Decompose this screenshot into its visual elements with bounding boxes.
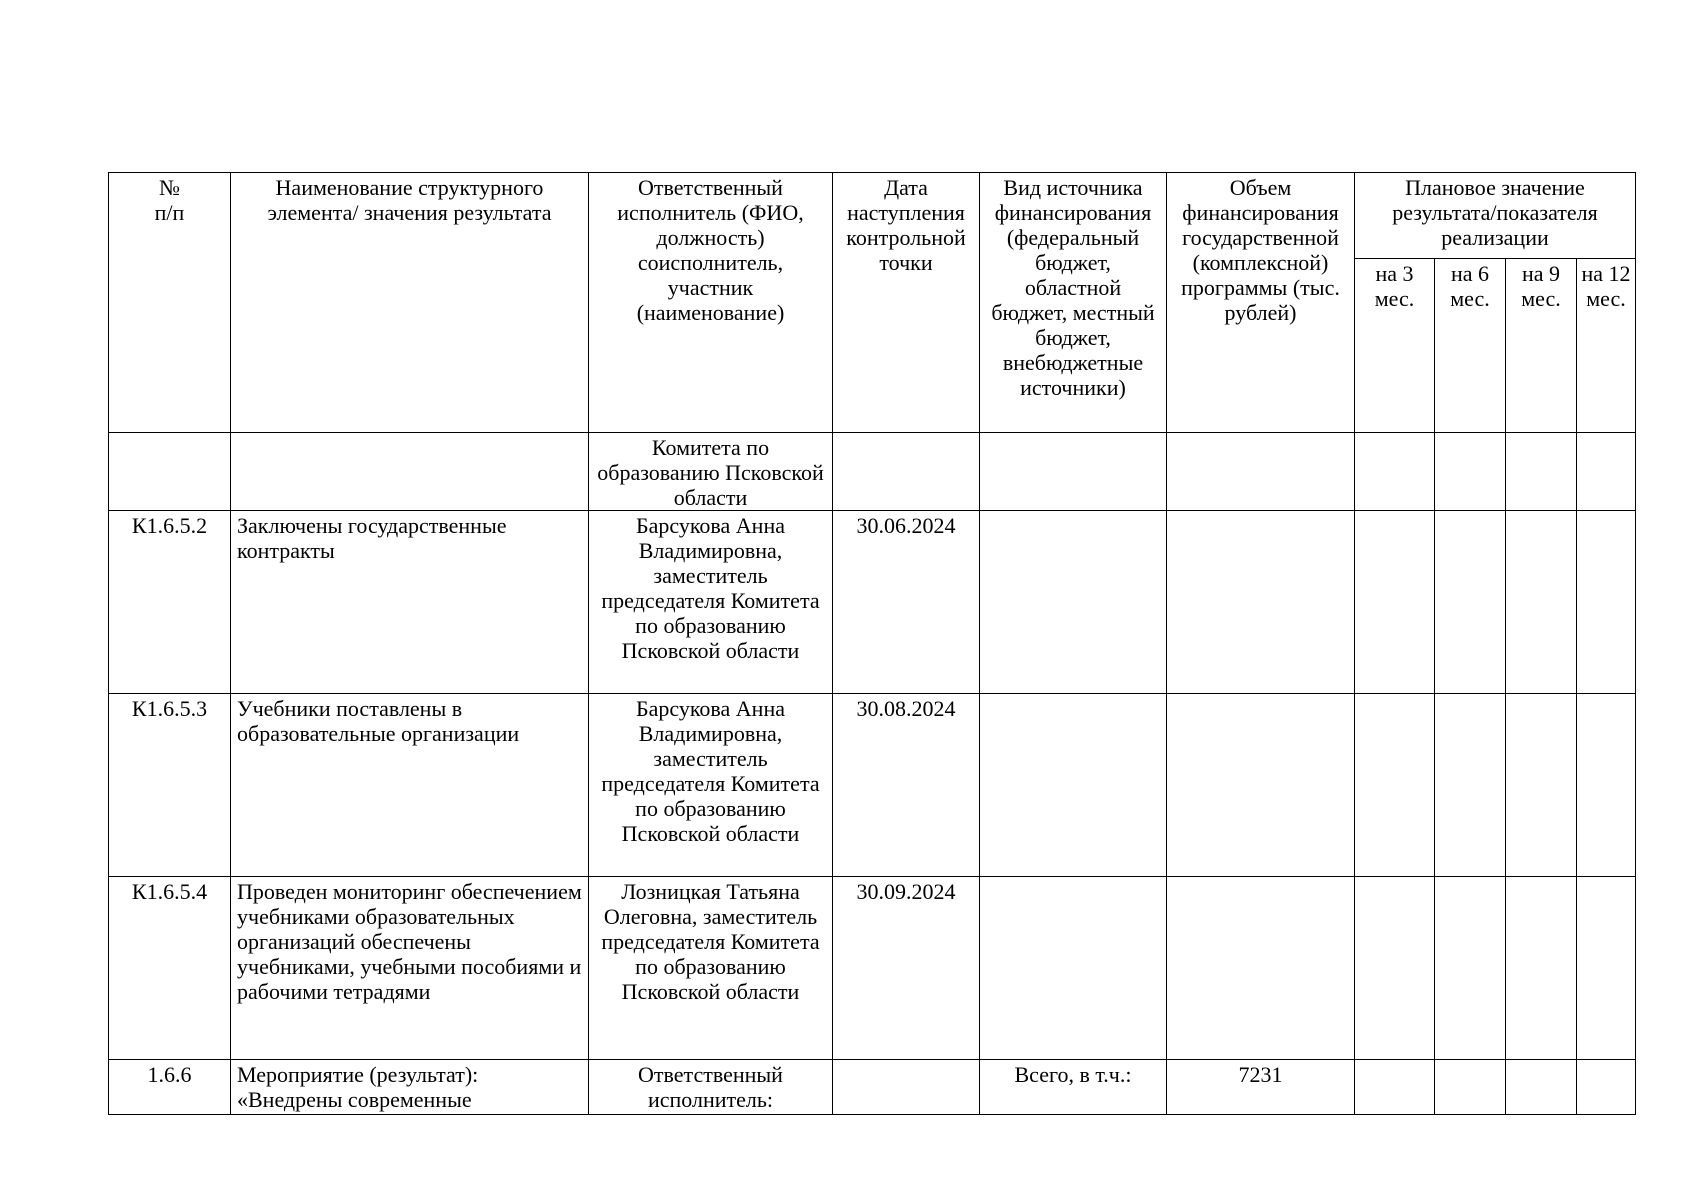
cell-source: Всего, в т.ч.: bbox=[980, 1060, 1167, 1115]
table-row bbox=[109, 511, 1636, 694]
cell-num: К1.6.5.2 bbox=[109, 511, 231, 694]
cell-12-months bbox=[1577, 511, 1636, 694]
cell-6-months bbox=[1435, 433, 1506, 511]
cell-date: 30.06.2024 bbox=[833, 511, 980, 694]
header-3-months: на 3 мес. bbox=[1355, 259, 1435, 433]
header-volume: Объем финансирования государственной (комплексной) программы (тыс. рублей) bbox=[1167, 173, 1355, 433]
header-date: Дата наступления контрольной точки bbox=[833, 173, 980, 433]
table-row bbox=[109, 1060, 1636, 1115]
cell-source bbox=[980, 694, 1167, 877]
header-6-months: на 6 мес. bbox=[1435, 259, 1506, 433]
cell-6-months bbox=[1435, 694, 1506, 877]
cell-date bbox=[833, 1060, 980, 1115]
header-num: № п/п bbox=[109, 173, 231, 433]
cell-volume bbox=[1167, 694, 1355, 877]
cell-6-months bbox=[1435, 877, 1506, 1060]
header-9-months: на 9 мес. bbox=[1506, 259, 1577, 433]
cell-name: Учебники поставлены в образовательные организации bbox=[231, 694, 589, 877]
header-responsible: Ответственный исполнитель (ФИО, должность) соисполнитель, участник (наименование) bbox=[589, 173, 833, 433]
cell-date: 30.08.2024 bbox=[833, 694, 980, 877]
header-planned: Плановое значение результата/показателя реализации bbox=[1355, 173, 1636, 259]
cell-source bbox=[980, 433, 1167, 511]
header-12-months: на 12 мес. bbox=[1577, 259, 1636, 433]
cell-9-months bbox=[1506, 433, 1577, 511]
cell-3-months bbox=[1355, 511, 1435, 694]
cell-source bbox=[980, 877, 1167, 1060]
cell-6-months bbox=[1435, 1060, 1506, 1115]
cell-volume bbox=[1167, 511, 1355, 694]
cell-9-months bbox=[1506, 877, 1577, 1060]
cell-date bbox=[833, 433, 980, 511]
cell-12-months bbox=[1577, 1060, 1636, 1115]
cell-3-months bbox=[1355, 694, 1435, 877]
cell-responsible: Ответственный исполнитель: bbox=[589, 1060, 833, 1115]
control-points-table bbox=[108, 172, 1636, 1115]
cell-volume: 7231 bbox=[1167, 1060, 1355, 1115]
header-source: Вид источника финансирования (федеральный бюджет, областной бюджет, местный бюджет, внебюджетные источники) bbox=[980, 173, 1167, 433]
cell-volume bbox=[1167, 877, 1355, 1060]
cell-date: 30.09.2024 bbox=[833, 877, 980, 1060]
cell-3-months bbox=[1355, 433, 1435, 511]
cell-source bbox=[980, 511, 1167, 694]
cell-name: Заключены государственные контракты bbox=[231, 511, 589, 694]
cell-num: 1.6.6 bbox=[109, 1060, 231, 1115]
cell-9-months bbox=[1506, 694, 1577, 877]
table-header-row bbox=[109, 173, 1636, 259]
cell-responsible: Барсукова Анна Владимировна, заместитель председателя Комитета по образованию Псковской области bbox=[589, 694, 833, 877]
cell-12-months bbox=[1577, 877, 1636, 1060]
cell-6-months bbox=[1435, 511, 1506, 694]
cell-responsible: Лозницкая Татьяна Олеговна, заместитель председателя Комитета по образованию Псковской области bbox=[589, 877, 833, 1060]
header-name: Наименование структурного элемента/ значения результата bbox=[231, 173, 589, 433]
cell-responsible: Барсукова Анна Владимировна, заместитель председателя Комитета по образованию Псковской области bbox=[589, 511, 833, 694]
cell-responsible: Комитета по образованию Псковской области bbox=[589, 433, 833, 511]
cell-12-months bbox=[1577, 694, 1636, 877]
table-row bbox=[109, 433, 1636, 511]
table-row bbox=[109, 877, 1636, 1060]
cell-9-months bbox=[1506, 511, 1577, 694]
cell-num: К1.6.5.3 bbox=[109, 694, 231, 877]
cell-name: Проведен мониторинг обеспечением учебниками образовательных организаций обеспечены учебниками, учебными пособиями и рабочими тетрадями bbox=[231, 877, 589, 1060]
cell-volume bbox=[1167, 433, 1355, 511]
cell-name: Мероприятие (результат): «Внедрены современные bbox=[231, 1060, 589, 1115]
cell-num: К1.6.5.4 bbox=[109, 877, 231, 1060]
cell-9-months bbox=[1506, 1060, 1577, 1115]
table-row bbox=[109, 694, 1636, 877]
cell-name bbox=[231, 433, 589, 511]
cell-num bbox=[109, 433, 231, 511]
cell-3-months bbox=[1355, 877, 1435, 1060]
cell-3-months bbox=[1355, 1060, 1435, 1115]
cell-12-months bbox=[1577, 433, 1636, 511]
